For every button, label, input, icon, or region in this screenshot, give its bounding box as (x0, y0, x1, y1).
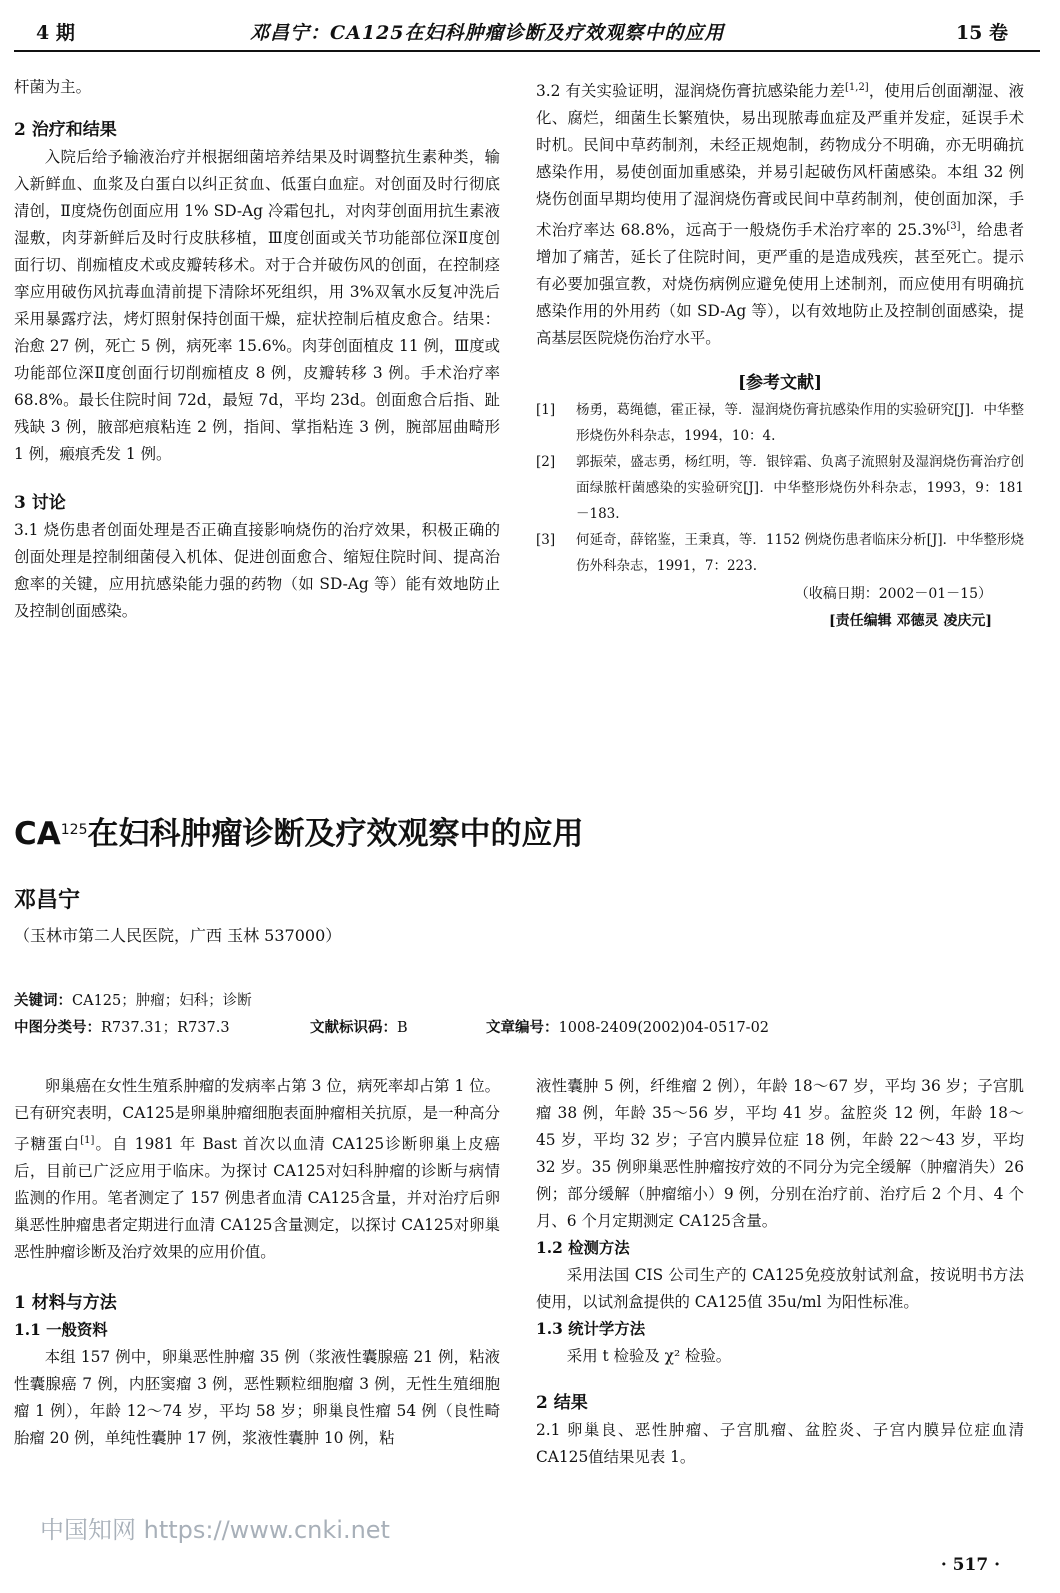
reference-item (536, 397, 1024, 449)
prev-right-column (536, 74, 1024, 635)
references-list (536, 397, 1024, 579)
discussion-paragraph-2: 3.2 有关实验证明，湿润烧伤膏抗感染能力差[1,2]，使用后创面潮湿、液化、腐烂，细菌生长繁殖快，易出现脓毒血症及严重并发症，延误手术时机。民间中草药制剂，未经正规炮制，药物成分不明确，亦无明确抗感染作用，易使创面加重感染，并易引起破伤风杆菌感染。本组 32 例烧伤创面早期均使用了湿润烧伤膏或民间中草药制剂，使创面加深，手术治疗率达 68.8%，远高于一般烧伤手术治疗率的 25.3%[3]，给患者增加了痛苦，延长了住院时间，更严重的是造成残疾，甚至死亡。提示有必要加强宣教，对烧伤病例应避免使用上述制剂，而应使用有明确抗感染作用的外用药（如 SD-Ag 等），以有效地防止及控制创面感染，提高基层医院烧伤治疗水平。 (536, 82, 1024, 348)
section-heading-materials: 1 材料与方法 (14, 1293, 117, 1314)
article-title: $CA_{125}$在妇科肿瘤诊断及疗效观察中的应用 (14, 816, 584, 852)
reference-number: [2] (536, 454, 556, 471)
doc-code-label: 文献标识码： (310, 1019, 397, 1036)
body-left-column (14, 1073, 500, 1452)
reference-text: 郭振荣，盛志勇，杨红明，等．银锌霜、负离子流照射及湿润烧伤膏治疗创面绿脓杆菌感染的实验研究[J]．中华整形烧伤外科杂志，1993，9：181－183. (576, 454, 1024, 523)
statistics-paragraph: 采用 t 检验及 χ² 检验。 (566, 1347, 732, 1365)
reference-item (536, 527, 1024, 579)
reference-text: 何延奇，薛铭鉴，王秉真，等．1152 例烧伤患者临床分析[J]．中华整形烧伤外科杂志，1991，7：223. (576, 532, 1024, 575)
discussion-paragraph-1: 3.1 烧伤患者创面处理是否正确直接影响烧伤的治疗效果，积极正确的创面处理是控制细菌侵入机体、促进创面愈合、缩短住院时间、提高治愈率的关键，应用抗感染能力强的药物（如 SD-Ag 等）能有效地防止及控制创面感染。 (14, 521, 500, 620)
prev-text-continuation: 杆菌为主。 (14, 78, 91, 96)
responsible-editors: [责任编辑 邓德灵 凌庆元] (829, 613, 992, 630)
intro-paragraph: 卵巢癌在女性生殖系肿瘤的发病率占第 3 位，病死率却占第 1 位。已有研究表明，CA125是卵巢肿瘤细胞表面肿瘤相关抗原，是一种高分子糖蛋白[1]。自 1981 年 Bast 首次以血清 CA125诊断卵巢上皮癌后，目前已广泛应用于临床。为探讨 CA125对妇科肿瘤的诊断与病情监测的作用。笔者测定了 157 例患者血清 CA125含量，并对治疗后卵巢恶性肿瘤患者定期进行血清 CA125含量测定，以探讨 CA125对卵巢恶性肿瘤诊断及治疗效果的应用价值。 (14, 1077, 500, 1262)
subsection-heading-statistics: 1.3 统计学方法 (536, 1320, 646, 1338)
section-heading-results: 2 结果 (536, 1393, 588, 1413)
keywords-value: CA125；肿瘤；妇科；诊断 (72, 993, 252, 1009)
section-heading-treatment: 2 治疗和结果 (14, 120, 117, 140)
doc-code-value: B (397, 1020, 408, 1036)
page-header (0, 12, 1060, 46)
section-heading-discussion: 3 讨论 (14, 493, 66, 513)
detection-paragraph: 采用法国 CIS 公司生产的 CA125免疫放射试剂盒，按说明书方法使用，以试剂盒提供的 CA125值 35u/ml 为阳性标准。 (536, 1266, 1024, 1311)
cnki-watermark: 中国知网 https://www.cnki.net (40, 1516, 390, 1544)
results-paragraph: 2.1 卵巢良、恶性肿瘤、子宫肌瘤、盆腔炎、子宫内膜异位症血清 CA125值结果见表 1。 (536, 1421, 1024, 1466)
subsection-heading-general: 1.1 一般资料 (14, 1321, 108, 1340)
reference-item (536, 449, 1024, 527)
keywords-label: 关键词： (14, 993, 72, 1009)
header-rule (14, 50, 1040, 52)
received-date: （收稿日期：2002－01－15） (794, 586, 992, 603)
article-number-value: 1008-2409(2002)04-0517-02 (558, 1020, 770, 1036)
reference-number: [3] (536, 532, 556, 549)
running-title: 邓昌宁：CA125在妇科肿瘤诊断及疗效观察中的应用 (250, 22, 725, 44)
reference-number: [1] (536, 402, 556, 419)
keywords-line (14, 988, 252, 1014)
page-number: · 517 · (940, 1555, 1000, 1575)
general-data-continuation: 液性囊肿 5 例，纤维瘤 2 例），年龄 18～67 岁，平均 36 岁；子宫肌瘤 38 例，年龄 35～56 岁，平均 41 岁。盆腔炎 12 例，年龄 18～45 岁，平均 32 岁；子宫内膜异位症 18 例，年龄 22～43 岁，平均 32 岁。35 例卵巢恶性肿瘤按疗效的不同分为完全缓解（肿瘤消失）26 例；部分缓解（肿瘤缩小）9 例，分别在治疗前、治疗后 2 个月、4 个月、6 个月定期测定 CA125含量。 (536, 1077, 1024, 1230)
reference-text: 杨勇，葛绳德，霍正禄，等．湿润烧伤膏抗感染作用的实验研究[J]．中华整形烧伤外科杂志，1994，10：4. (576, 402, 1024, 445)
body-right-column (536, 1073, 1024, 1471)
general-data-paragraph: 本组 157 例中，卵巢恶性肿瘤 35 例（浆液性囊腺癌 21 例，粘液性囊腺癌 7 例，内胚窦瘤 3 例，恶性颗粒细胞瘤 3 例，无性生殖细胞瘤 1 例），年龄 12～74 岁，平均 58 岁；卵巢良性瘤 54 例（良性畸胎瘤 20 例，单纯性囊肿 17 例，浆液性囊肿 10 例，粘 (14, 1348, 500, 1448)
subsection-heading-detection: 1.2 检测方法 (536, 1239, 630, 1257)
classification-line (14, 1015, 1044, 1041)
clc-value: R737.31；R737.3 (101, 1020, 230, 1036)
clc-label: 中图分类号： (14, 1019, 101, 1036)
treatment-paragraph: 入院后给予输液治疗并根据细菌培养结果及时调整抗生素种类，输入新鲜血、血浆及白蛋白以纠正贫血、低蛋白血症。对创面及时行彻底清创，Ⅱ度烧伤创面应用 1% SD-Ag 冷霜包扎，对肉芽创面用抗生素液湿敷，肉芽新鲜后及时行皮肤移植，Ⅲ度创面或关节功能部位深Ⅱ度创面行切、削痂植皮术或皮瓣转移术。对于合并破伤风的创面，在控制痉挛应用破伤风抗毒血清前提下清除坏死组织，用 3%双氧水反复冲洗后采用暴露疗法，烤灯照射保持创面干燥，症状控制后植皮愈合。结果：治愈 27 例，死亡 5 例，病死率 15.6%。肉芽创面植皮 11 例，Ⅲ度或功能部位深Ⅱ度创面行切削痂植皮 8 例，皮瓣转移 3 例。手术治疗率 68.8%。最长住院时间 72d，最短 7d，平均 23d。创面愈合后指、趾残缺 3 例，腋部疤痕粘连 2 例，指间、掌指粘连 3 例，腕部屈曲畸形 1 例，瘢痕秃发 1 例。 (14, 148, 500, 463)
references-title: [参考文献] (737, 373, 823, 394)
volume-number: 15 卷 (955, 22, 1008, 44)
issue-number: 4 期 (36, 22, 75, 44)
prev-left-column (14, 74, 500, 625)
author-affiliation: （玉林市第二人民医院，广西 玉林 537000） (14, 926, 342, 945)
article-number-label: 文章编号： (486, 1019, 559, 1036)
article-author: 邓昌宁 (14, 888, 81, 913)
